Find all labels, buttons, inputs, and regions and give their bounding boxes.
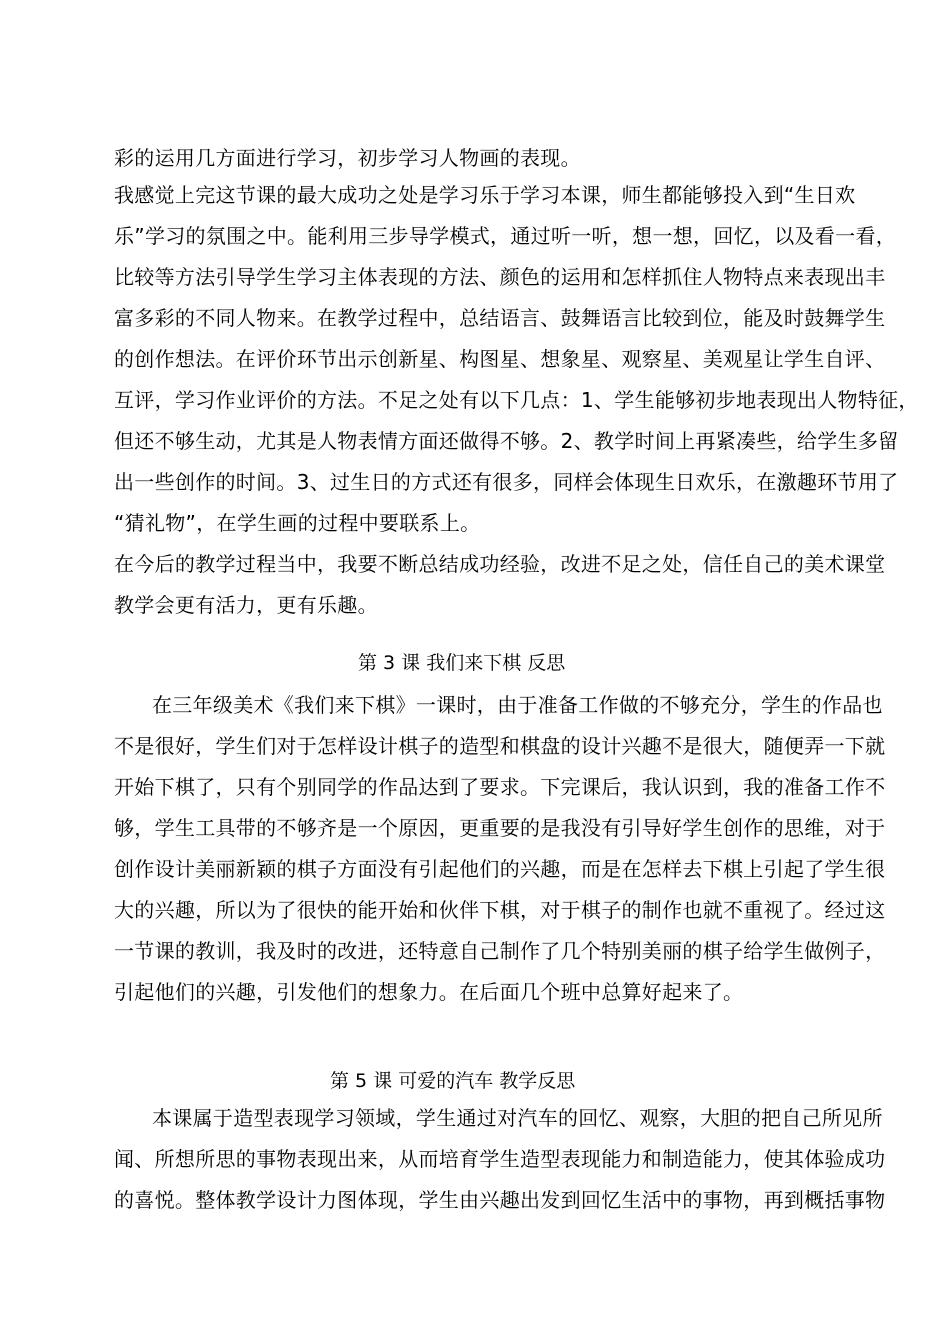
paragraph-line: 闻、所想所思的事物表现出来，从而培育学生造型表现能力和制造能力，使其体验成功 bbox=[114, 1147, 886, 1171]
section-heading: 第 3 课 我们来下棋 反思 bbox=[358, 652, 566, 674]
paragraph-line: 本课属于造型表现学习领域，学生通过对汽车的回忆、观察，大胆的把自己所见所 bbox=[152, 1106, 883, 1130]
paragraph-line: 够，学生工具带的不够齐是一个原因，更重要的是我没有引导好学生创作的思维，对于 bbox=[114, 816, 886, 840]
paragraph-line: 比较等方法引导学生学习主体表现的方法、颜色的运用和怎样抓住人物特点来表现出丰 bbox=[114, 265, 886, 289]
paragraph-line: 我感觉上完这节课的最大成功之处是学习乐于学习本课，师生都能够投入到“生日欢 bbox=[114, 183, 856, 207]
paragraph-line: 在今后的教学过程当中，我要不断总结成功经验，改进不足之处，信任自己的美术课堂 bbox=[114, 552, 886, 576]
paragraph-line: 在三年级美术《我们来下棋》一课时，由于准备工作做的不够充分，学生的作品也 bbox=[152, 693, 883, 717]
paragraph-line: 引起他们的兴趣，引发他们的想象力。在后面几个班中总算好起来了。 bbox=[114, 980, 744, 1004]
paragraph-line: 出一些创作的时间。3、过生日的方式还有很多，同样会体现生日欢乐，在激趣环节用了 bbox=[114, 470, 899, 494]
paragraph-line: 的喜悦。整体教学设计力图体现，学生由兴趣出发到回忆生活中的事物，再到概括事物 bbox=[114, 1188, 886, 1212]
paragraph-line: 乐”学习的氛围之中。能利用三步导学模式，通过听一听，想一想，回忆，以及看一看， bbox=[114, 224, 897, 248]
paragraph-line: 创作设计美丽新颖的棋子方面没有引起他们的兴趣，而是在怎样去下棋上引起了学生很 bbox=[114, 857, 886, 881]
section-heading: 第 5 课 可爱的汽车 教学反思 bbox=[330, 1070, 576, 1092]
paragraph-line: 开始下棋了，只有个别同学的作品达到了要求。下完课后，我认识到，我的准备工作不 bbox=[114, 775, 886, 799]
paragraph-line: 但还不够生动，尤其是人物表情方面还做得不够。2、教学时间上再紧凑些，给学生多留 bbox=[114, 429, 899, 453]
paragraph-line: 大的兴趣，所以为了很快的能开始和伙伴下棋，对于棋子的制作也就不重视了。经过这 bbox=[114, 898, 886, 922]
paragraph-line: 的创作想法。在评价环节出示创新星、构图星、想象星、观察星、美观星让学生自评、 bbox=[114, 347, 886, 371]
paragraph-line: 富多彩的不同人物来。在教学过程中，总结语言、鼓舞语言比较到位，能及时鼓舞学生 bbox=[114, 306, 886, 330]
paragraph-line: 一节课的教训，我及时的改进，还特意自己制作了几个特别美丽的棋子给学生做例子， bbox=[114, 939, 886, 963]
paragraph-line: “猜礼物”，在学生画的过程中要联系上。 bbox=[114, 511, 481, 535]
paragraph-line: 互评，学习作业评价的方法。不足之处有以下几点：1、学生能够初步地表现出人物特征， bbox=[114, 388, 919, 412]
paragraph-line: 教学会更有活力，更有乐趣。 bbox=[114, 593, 378, 617]
paragraph-line: 彩的运用几方面进行学习，初步学习人物画的表现。 bbox=[114, 146, 581, 170]
paragraph-line: 不是很好，学生们对于怎样设计棋子的造型和棋盘的设计兴趣不是很大，随便弄一下就 bbox=[114, 734, 886, 758]
